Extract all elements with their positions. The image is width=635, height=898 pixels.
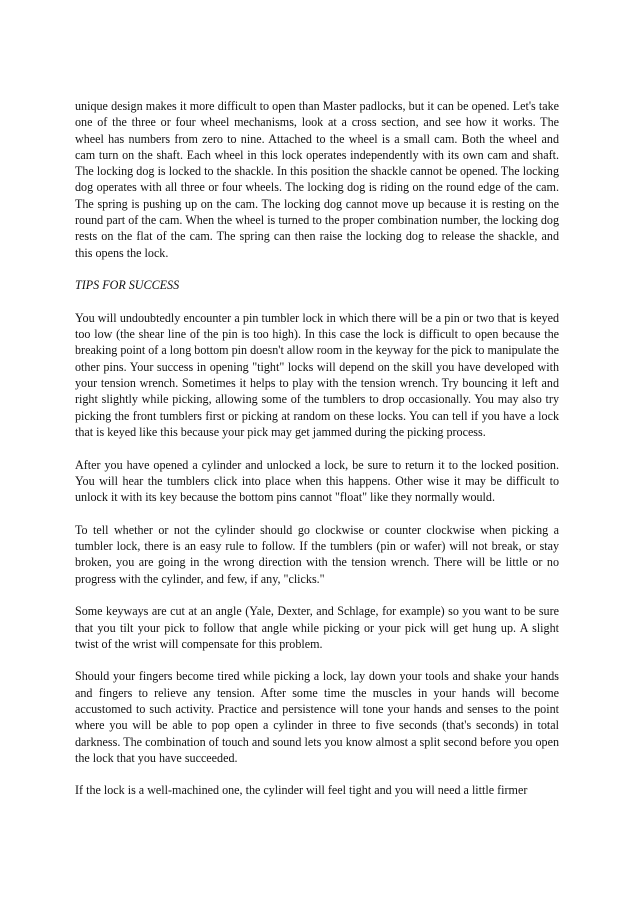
- paragraph-combination-lock: unique design makes it more difficult to open than Master padlocks, but it can be opened. Let's take one of the three or four wheel mechanisms, look at a cross section, and see how it works. The wheel has numbers from zero to nine. Attached to the wheel is a small cam. Both the wheel and cam turn on the shaft. Each wheel in this lock operates independently with its own cam and shaft. The locking dog is locked to the shackle. In this position the shackle cannot be opened. The locking dog operates with all three or four wheels. The locking dog is riding on the round edge of the cam. The spring is pushing up on the cam. The locking dog cannot move up because it is resting on the round part of the cam. When the wheel is turned to the proper combination number, the locking dog rests on the flat of the cam. The spring can then raise the locking dog to release the shackle, and this opens the lock.: [75, 99, 559, 260]
- paragraph-angled-keyways: Some keyways are cut at an angle (Yale, Dexter, and Schlage, for example) so you want to be sure that you tilt your pick to follow that angle while picking or your pick will get hung up. A slight twist of the wrist will compensate for this problem.: [75, 604, 559, 651]
- paragraph-well-machined: If the lock is a well-machined one, the cylinder will feel tight and you will need a little firmer: [75, 783, 528, 798]
- document-page: [75, 98, 559, 799]
- paragraph-return-locked: After you have opened a cylinder and unlocked a lock, be sure to return it to the locked position. You will hear the tumblers click into place when this happens. Other wise it may be difficult to unlock it with its key because the bottom pins cannot "float" like they normally would.: [75, 457, 559, 505]
- paragraph-direction-rule: To tell whether or not the cylinder should go clockwise or counter clockwise when picking a tumbler lock, there is an easy rule to follow. If the tumblers (pin or wafer) will not break, or stay broken, you are going in the wrong direction with the tension wrench. There will be little or no progress with the cylinder, and few, if any, "clicks.": [75, 522, 559, 586]
- paragraph-tired-fingers: Should your fingers become tired while picking a lock, lay down your tools and shake your hands and fingers to relieve any tension. After some time the muscles in your hands will become accustomed to such activity. Practice and persistence will tone your hands and senses to the point where you will be able to pop open a cylinder in three to five seconds (that's seconds) in total darkness. The combination of touch and sound lets you know almost a split second before you open the lock that you have succeeded.: [75, 669, 559, 765]
- paragraph-keyed-too-low: You will undoubtedly encounter a pin tumbler lock in which there will be a pin or two that is keyed too low (the shear line of the pin is too high). In this case the lock is difficult to open because the breaking point of a long bottom pin doesn't allow room in the keyway for the pick to manipulate the other pins. Your success in opening "tight" locks will depend on the skill you have developed with your tension wrench. Sometimes it helps to play with the tension wrench. Try bouncing it left and right slightly while picking, allowing some of the tumblers to drop occasionally. You may also try picking the front tumblers first or picking at random on these locks. You can tell if you have a lock that is keyed like this because your pick may get jammed during the picking process.: [75, 310, 559, 439]
- section-heading: TIPS FOR SUCCESS: [75, 278, 180, 293]
